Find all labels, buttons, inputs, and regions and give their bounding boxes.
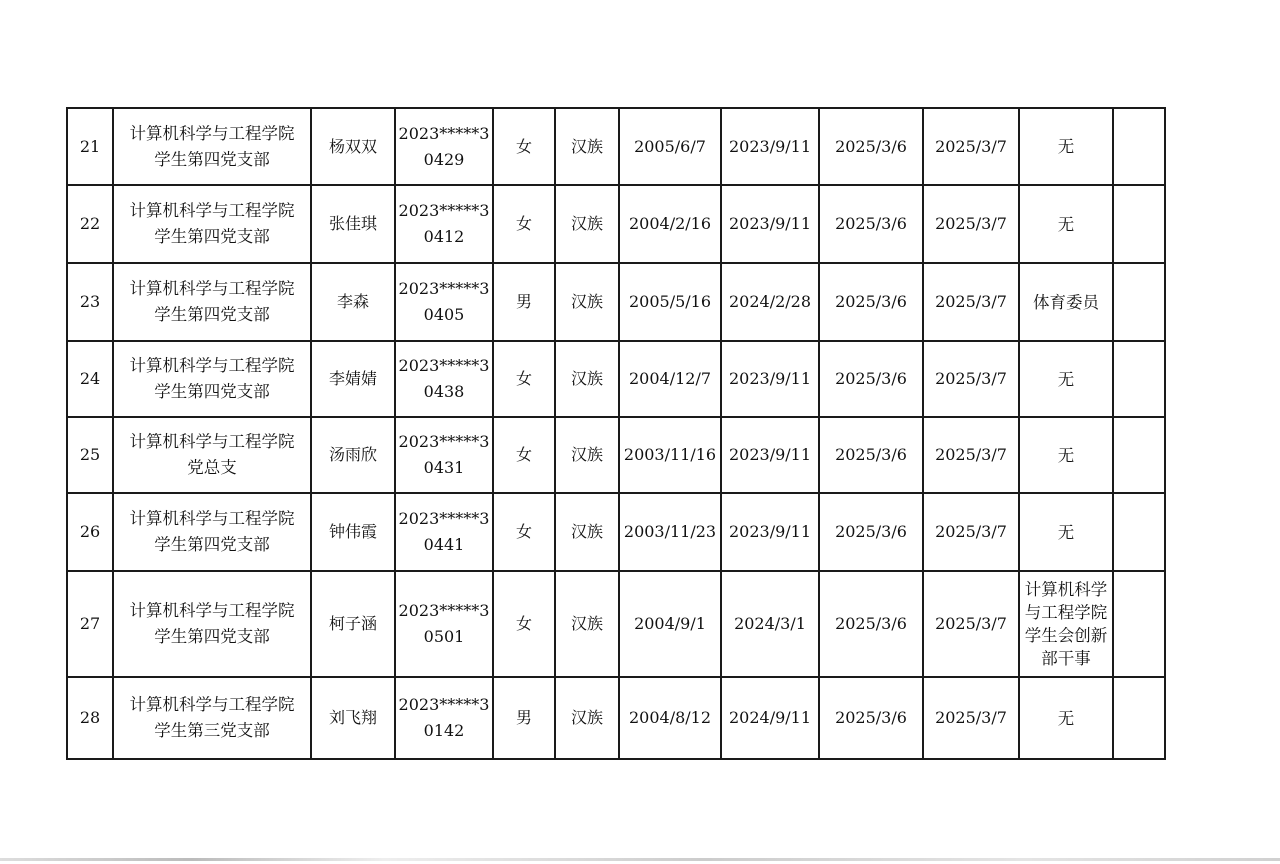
party-branch-line-2: 学生第三党支部 <box>154 721 270 740</box>
party-branch-line-1: 计算机科学与工程学院 <box>129 601 295 620</box>
party-branch-cell <box>113 108 311 185</box>
date-1-cell: 2023/9/11 <box>721 108 819 185</box>
position-text: 无 <box>1057 369 1075 389</box>
position-text: 无 <box>1057 708 1075 728</box>
party-branch-cell <box>113 185 311 263</box>
date-1-cell: 2024/3/1 <box>721 571 819 677</box>
table-row <box>67 341 1165 417</box>
party-branch-cell <box>113 571 311 677</box>
member-name-cell: 张佳琪 <box>311 185 395 263</box>
ethnicity-cell: 汉族 <box>555 185 619 263</box>
party-branch-cell <box>113 417 311 493</box>
ethnicity-cell: 汉族 <box>555 263 619 341</box>
gender-cell: 女 <box>493 571 555 677</box>
date-3-cell: 2025/3/7 <box>923 108 1019 185</box>
position-text: 计算机科学与工程学院学生会创新部干事 <box>1024 580 1108 668</box>
party-branch-line-2: 党总支 <box>187 458 237 477</box>
remarks-cell <box>1113 108 1165 185</box>
date-2-cell: 2025/3/6 <box>819 341 923 417</box>
party-branch-line-2: 学生第四党支部 <box>154 305 270 324</box>
scan-edge-mark <box>0 858 1280 861</box>
party-branch-line-1: 计算机科学与工程学院 <box>129 695 295 714</box>
member-name-cell: 李婧婧 <box>311 341 395 417</box>
position-text: 无 <box>1057 522 1075 542</box>
row-number-cell: 28 <box>67 677 113 759</box>
date-3-cell: 2025/3/7 <box>923 417 1019 493</box>
date-2-cell: 2025/3/6 <box>819 185 923 263</box>
date-1-cell: 2023/9/11 <box>721 185 819 263</box>
position-text: 体育委员 <box>1033 292 1099 312</box>
party-branch-cell <box>113 341 311 417</box>
party-branch-line-2: 学生第四党支部 <box>154 149 270 169</box>
position-cell <box>1019 185 1113 263</box>
date-1-cell: 2023/9/11 <box>721 341 819 417</box>
member-name-cell: 钟伟霞 <box>311 493 395 571</box>
date-1-cell: 2024/2/28 <box>721 263 819 341</box>
table-row <box>67 185 1165 263</box>
date-3-cell: 2025/3/7 <box>923 263 1019 341</box>
party-branch-line-1: 计算机科学与工程学院 <box>129 356 295 375</box>
row-number-cell: 26 <box>67 493 113 571</box>
party-branch-line-1: 计算机科学与工程学院 <box>129 432 295 451</box>
table-row <box>67 417 1165 493</box>
member-name-cell: 李森 <box>311 263 395 341</box>
gender-cell: 男 <box>493 263 555 341</box>
party-branch-line-2: 学生第四党支部 <box>154 627 270 646</box>
position-cell <box>1019 263 1113 341</box>
remarks-cell <box>1113 677 1165 759</box>
date-2-cell: 2025/3/6 <box>819 677 923 759</box>
member-name-cell: 刘飞翔 <box>311 677 395 759</box>
ethnicity-cell: 汉族 <box>555 571 619 677</box>
party-branch-line-1: 计算机科学与工程学院 <box>129 123 295 143</box>
position-text: 无 <box>1057 137 1075 156</box>
party-branch-cell <box>113 677 311 759</box>
party-branch-line-1: 计算机科学与工程学院 <box>129 279 295 298</box>
student-id-cell: 2023*****30431 <box>395 417 493 493</box>
date-1-cell: 2023/9/11 <box>721 417 819 493</box>
table-row <box>67 263 1165 341</box>
gender-cell: 女 <box>493 493 555 571</box>
date-2-cell: 2025/3/6 <box>819 417 923 493</box>
date-1-cell: 2024/9/11 <box>721 677 819 759</box>
gender-cell: 女 <box>493 341 555 417</box>
student-id-cell: 2023*****30438 <box>395 341 493 417</box>
ethnicity-cell: 汉族 <box>555 108 619 185</box>
date-3-cell: 2025/3/7 <box>923 677 1019 759</box>
table-body <box>67 108 1165 759</box>
student-id-cell: 2023*****30405 <box>395 263 493 341</box>
date-3-cell: 2025/3/7 <box>923 185 1019 263</box>
position-cell <box>1019 571 1113 677</box>
date-3-cell: 2025/3/7 <box>923 493 1019 571</box>
party-branch-line-2: 学生第四党支部 <box>154 227 270 246</box>
birth-date-cell: 2004/8/12 <box>619 677 721 759</box>
member-table <box>66 107 1166 760</box>
party-branch-line-1: 计算机科学与工程学院 <box>129 201 295 220</box>
position-text: 无 <box>1057 445 1075 465</box>
remarks-cell <box>1113 417 1165 493</box>
date-2-cell: 2025/3/6 <box>819 108 923 185</box>
party-branch-line-1: 计算机科学与工程学院 <box>129 509 295 528</box>
position-text: 无 <box>1057 214 1075 234</box>
birth-date-cell: 2004/12/7 <box>619 341 721 417</box>
party-branch-cell <box>113 263 311 341</box>
ethnicity-cell: 汉族 <box>555 341 619 417</box>
gender-cell: 女 <box>493 185 555 263</box>
student-id-cell: 2023*****30429 <box>395 108 493 185</box>
row-number-cell: 27 <box>67 571 113 677</box>
ethnicity-cell: 汉族 <box>555 677 619 759</box>
student-id-cell: 2023*****30412 <box>395 185 493 263</box>
table-row <box>67 493 1165 571</box>
party-branch-line-2: 学生第四党支部 <box>154 535 270 554</box>
remarks-cell <box>1113 493 1165 571</box>
position-cell <box>1019 677 1113 759</box>
row-number-cell: 25 <box>67 417 113 493</box>
gender-cell: 女 <box>493 417 555 493</box>
table-row <box>67 677 1165 759</box>
birth-date-cell: 2004/9/1 <box>619 571 721 677</box>
table-row <box>67 571 1165 677</box>
gender-cell: 男 <box>493 677 555 759</box>
position-cell <box>1019 108 1113 185</box>
remarks-cell <box>1113 341 1165 417</box>
table-row <box>67 108 1165 185</box>
ethnicity-cell: 汉族 <box>555 493 619 571</box>
student-id-cell: 2023*****30441 <box>395 493 493 571</box>
birth-date-cell: 2005/6/7 <box>619 108 721 185</box>
member-name-cell: 汤雨欣 <box>311 417 395 493</box>
date-2-cell: 2025/3/6 <box>819 263 923 341</box>
birth-date-cell: 2003/11/16 <box>619 417 721 493</box>
party-branch-cell <box>113 493 311 571</box>
student-id-cell: 2023*****30501 <box>395 571 493 677</box>
ethnicity-cell: 汉族 <box>555 417 619 493</box>
party-branch-line-2: 学生第四党支部 <box>154 382 270 401</box>
position-cell <box>1019 493 1113 571</box>
birth-date-cell: 2003/11/23 <box>619 493 721 571</box>
remarks-cell <box>1113 185 1165 263</box>
row-number-cell: 22 <box>67 185 113 263</box>
member-name-cell: 柯子涵 <box>311 571 395 677</box>
position-cell <box>1019 417 1113 493</box>
member-name-cell: 杨双双 <box>311 108 395 185</box>
date-2-cell: 2025/3/6 <box>819 493 923 571</box>
gender-cell: 女 <box>493 108 555 185</box>
remarks-cell <box>1113 571 1165 677</box>
student-id-cell: 2023*****30142 <box>395 677 493 759</box>
position-cell <box>1019 341 1113 417</box>
date-3-cell: 2025/3/7 <box>923 341 1019 417</box>
date-2-cell: 2025/3/6 <box>819 571 923 677</box>
remarks-cell <box>1113 263 1165 341</box>
birth-date-cell: 2005/5/16 <box>619 263 721 341</box>
birth-date-cell: 2004/2/16 <box>619 185 721 263</box>
date-3-cell: 2025/3/7 <box>923 571 1019 677</box>
row-number-cell: 23 <box>67 263 113 341</box>
row-number-cell: 24 <box>67 341 113 417</box>
row-number-cell: 21 <box>67 108 113 185</box>
date-1-cell: 2023/9/11 <box>721 493 819 571</box>
